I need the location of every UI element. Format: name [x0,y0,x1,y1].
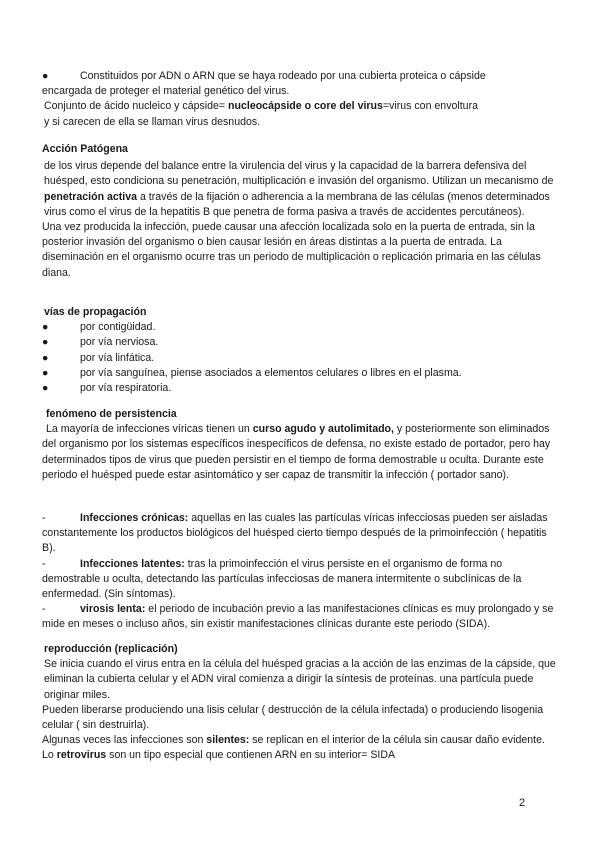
page-number: 2 [519,797,526,809]
intro-section [42,69,562,130]
intro-bullet-text: Constituidos por ADN o ARN que se haya rodeado por una cubierta proteica o cápside [80,70,486,82]
penetracion-activa-term: penetración activa [44,190,138,203]
nucleocapside-term: nucleocápside o core del virus [228,100,383,113]
reproduccion-heading: reproducción (replicación) [44,643,178,655]
persistencia-section [42,407,562,483]
virosis-lenta-item: - virosis lenta: el periodo de incubación previo a las manifestaciones clínicas es muy prolongado y se mide en meses o incluso años, sin existir manifestaciones clínicas durante este periodo (SIDA). [42,603,554,631]
bullet-icon: ● [42,321,49,334]
reproduccion-paragraph-1: Se inicia cuando el virus entra en la célula del huésped gracias a la acción de las enzimas de la cápside, que eliminan la cubierta celular y el ADN viral comienza a dirigir la síntesis de proteínas. una partícula puede originar miles. [44,658,556,701]
list-item: ● por vía sanguínea, piense asociados a elementos celulares o libres en el plasma. [42,366,562,381]
list-item: ● por contigüidad. [42,320,562,335]
bullet-icon: ● [42,70,49,82]
infecciones-latentes-term: Infecciones latentes: [80,557,185,570]
intro-paragraph-1: Conjunto de ácido nucleico y cápside= nucleocápside o core del virus=virus con envoltura [44,100,478,113]
accion-heading: Acción Patógena [42,143,128,155]
infecciones-cronicas-item: - Infecciones crónicas: aquellas en las cuales las partículas víricas infecciosas pueden ser aisladas constantemente los productos biológicos del huésped cierto tiempo después de la primoinfección ( hepatitis B). [42,512,548,555]
infecciones-latentes-item: - Infecciones latentes: tras la primoinfección el virus persiste en el organismo de forma no demostrable u oculta, detectando las partículas infecciosas de manera intermitente o subclínicas de la enfermedad. (Sin síntomas). [42,557,522,601]
bullet-icon: ● [42,382,49,395]
reproduccion-section [42,642,562,764]
retrovirus-term: retrovirus [56,749,107,762]
intro-bullet-continuation: encargada de proteger el material genético del virus. [42,85,290,98]
list-item: ● por vía nerviosa. [42,335,562,350]
vias-heading: vías de propagación [44,306,147,318]
accion-paragraph-2: Una vez producida la infección, puede causar una afección localizada solo en la puerta de entrada, sin la posterior invasión del organismo o bien causar lesión en áreas distintas a la puerta de entrada. La diseminación en el organismo ocurre tras un periodo de multiplicación o replicación primaria en las células diana. [42,221,541,279]
accion-patogena-section [42,142,562,281]
infecciones-cronicas-term: Infecciones crónicas: [80,512,189,524]
list-item: ● por vía linfática. [42,351,562,366]
persistencia-heading: fenómeno de persistencia [46,408,177,420]
virosis-lenta-term: virosis lenta: [80,603,146,616]
list-item: ● por vía respiratoria. [42,381,562,396]
persistencia-types [42,511,562,633]
intro-paragraph-2: y si carecen de ella se llaman virus desnudos. [44,115,261,128]
silentes-term: silentes: [206,734,250,747]
curso-agudo-term: curso agudo y autolimitado, [252,423,394,436]
reproduccion-paragraph-4: Lo retrovirus son un tipo especial que contienen ARN en su interior= SIDA [42,749,396,762]
intro-bullet [42,69,562,84]
reproduccion-paragraph-3: Algunas veces las infecciones son silentes: se replican en el interior de la célula sin causar daño evidente. [42,734,545,747]
reproduccion-paragraph-2: Pueden liberarse produciendo una lisis celular ( destrucción de la célula infectada) o produciendo lisogenia celular ( sin destruirla). [42,703,544,732]
vias-section [42,305,562,396]
accion-paragraph-1: de los virus depende del balance entre la virulencia del virus y la capacidad de la barrera defensiva del huésped, esto condiciona su penetración, multiplicación e invasión del organismo. Utilizan un mecanismo de penetración activa a través de la fijación o adherencia a la membrana de las células (menos determinados virus como el virus de la hepatitis B que penetra de forma pasiva a través de accidentes percutáneos). [44,160,554,218]
bullet-icon: ● [42,336,49,349]
bullet-icon: ● [42,366,49,379]
bullet-icon: ● [42,351,49,364]
persistencia-paragraph: La mayoría de infecciones víricas tienen un curso agudo y autolimitado, y posteriormente son eliminados del organismo por los sistemas específicos inespecíficos de defensa, no existe estado de portador, pero hay determinados tipos de virus que pueden persistir en el tiempo de forma demostrable u oculta. Durante este periodo el huésped puede estar asintomático y ser capaz de transmitir la infección ( portador sano). [42,423,551,481]
